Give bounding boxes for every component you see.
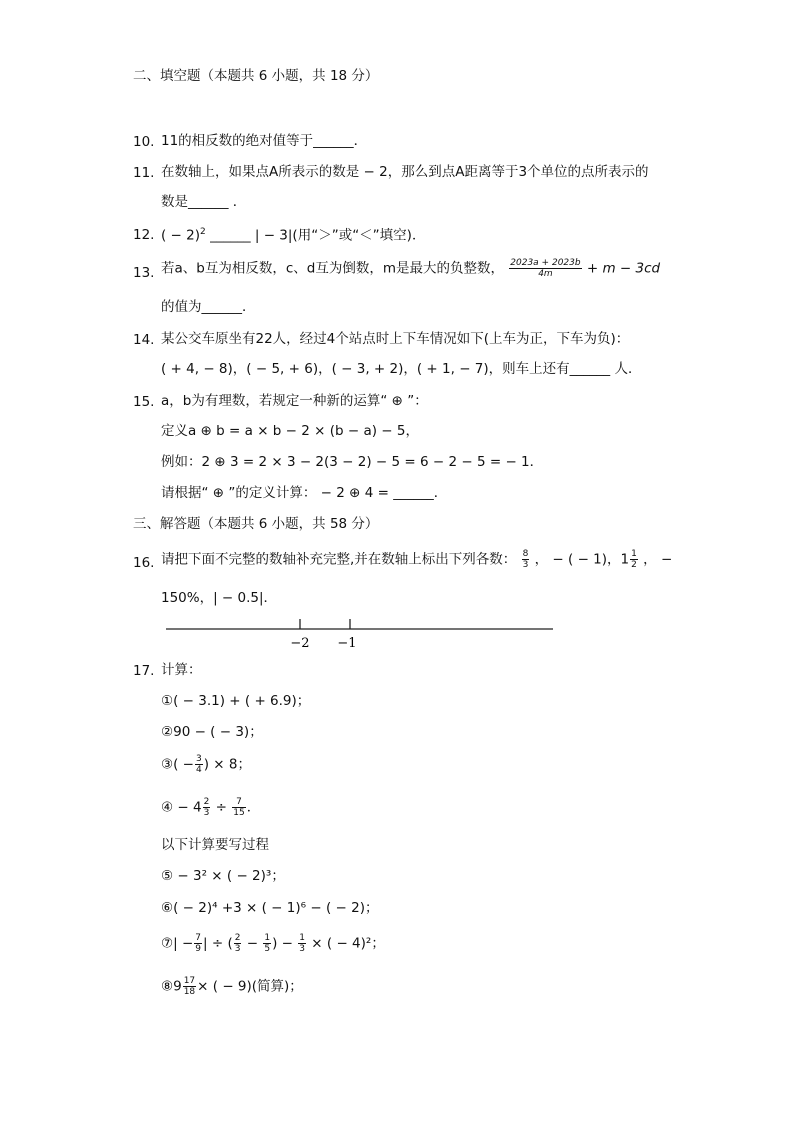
question-number-11: 11.: [133, 165, 155, 181]
question-17-title: 计算：: [161, 662, 202, 678]
question-number-16: 16.: [133, 555, 155, 571]
question-number-17: 17.: [133, 663, 155, 679]
question-12-text: ( − 2)$^2$ ______ | − 3|(用“＞”或“＜”填空)．: [161, 227, 426, 244]
question-17-item7: ⑦| − $\frac{7}{9}$ | ÷ ( $\frac{2}{3}$ − $\frac{1}{5}$ ) − $\frac{1}{3}$ × ( − 4)²；: [161, 933, 385, 954]
number-line: [160, 612, 560, 654]
question-17-item2: ②90 − ( − 3)；: [161, 724, 263, 740]
question-13-fraction: $\frac{2023a + 2023b}{4m}$: [510, 258, 581, 279]
question-number-10: 10.: [133, 134, 155, 150]
question-15-line3: 例如：2 ⊕ 3 = 2 × 3 − 2(3 − 2) − 5 = 6 − 2 − 5 = − 1．: [161, 454, 544, 470]
question-17-note: 以下计算要写过程: [161, 837, 269, 853]
tick-label-minus-2: −2: [290, 636, 310, 651]
question-17-item6: ⑥( − 2)⁴ +3 × ( − 1)⁶ − ( − 2)；: [161, 900, 379, 916]
question-14-line1: 某公交车原坐有22人，经过4个站点时上下车情况如下(上车为正，下车为负)：: [161, 331, 630, 347]
question-14-line2: ( + 4, − 8)，( − 5, + 6)，( − 3, + 2)，( + 1, − 7)，则车上还有______ 人．: [161, 361, 642, 377]
question-number-14: 14.: [133, 332, 155, 348]
question-16-line2: 150%，| − 0.5|．: [161, 590, 278, 606]
question-17-item1: ①( − 3.1) + ( + 6.9)；: [161, 693, 311, 709]
question-15-line1: a，b为有理数，若规定一种新的运算“ ⊕ ”：: [161, 393, 428, 409]
question-number-15: 15.: [133, 394, 155, 410]
question-17-item3: ③( − $\frac{3}{4}$ ) × 8；: [161, 754, 251, 775]
question-13-line2: 的值为______．: [161, 299, 256, 315]
question-17-item4: ④ − 4 $\frac{2}{3}$ ÷ $\frac{7}{15}$ ．: [161, 797, 261, 818]
question-10-text: 11的相反数的绝对值等于______．: [161, 133, 368, 149]
section-title-solve: 三、解答题（本题共 6 小题，共 58 分）: [133, 516, 379, 532]
question-11-line1: 在数轴上，如果点A所表示的数是 − 2，那么到点A距离等于3个单位的点所表示的: [161, 164, 649, 180]
question-number-13: 13.: [133, 265, 155, 281]
question-13-line1: 若a、b互为相反数，c、d互为倒数，m是最大的负整数， $\frac{2023a + 2023b}{4m}$ + m − 3cd: [161, 258, 661, 279]
question-15-line2: 定义a ⊕ b = a × b − 2 × (b − a) − 5，: [161, 423, 419, 439]
question-15-line4: 请根据“ ⊕ ”的定义计算： − 2 ⊕ 4 = ______．: [161, 485, 448, 501]
question-number-12: 12.: [133, 227, 155, 243]
tick-label-minus-1: −1: [337, 636, 357, 651]
question-17-item5: ⑤ − 3² × ( − 2)³；: [161, 868, 285, 884]
question-17-item8: ⑧9 $\frac{17}{18}$ × ( − 9)(简算)；: [161, 976, 303, 997]
question-16-line1: 请把下面不完整的数轴补充完整,并在数轴上标出下列各数： $\frac{8}{3}$ ， − ( − 1)，1 $\frac{1}{2}$ ， −: [161, 549, 673, 570]
question-11-line2: 数是______ ．: [161, 194, 247, 210]
section-title-fill-in: 二、填空题（本题共 6 小题，共 18 分）: [133, 68, 379, 84]
